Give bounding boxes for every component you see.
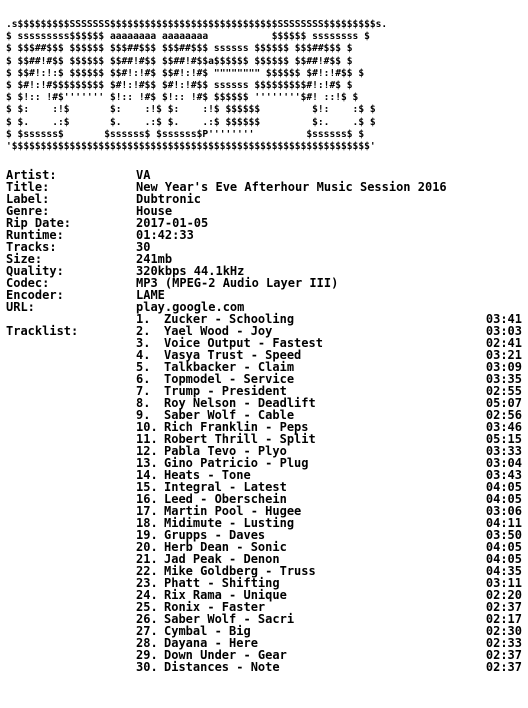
track-number: 23. [136, 576, 158, 590]
track-number: 2. [136, 324, 151, 338]
track-duration: 03:41 [485, 312, 522, 326]
banner-line: $ $ssssss$ $ssssss$ $ssssss$P'''''''' $ssssss$ $ [6, 128, 365, 140]
track-title: Jad Peak - Denon [164, 552, 280, 566]
info-label: Size: [6, 252, 43, 266]
info-value: 01:42:33 [136, 228, 194, 242]
track-title: Heats - Tone [164, 468, 251, 482]
track-number: 19. [136, 528, 158, 542]
ascii-art-banner [6, 19, 528, 153]
track-number: 3. [136, 336, 151, 350]
track-number: 4. [136, 348, 151, 362]
banner-line: $ $. .:$ $. .:$ $. .:$ $$$$$$ $:. .$ $ [6, 116, 376, 128]
banner-line: $ sssssssss$$$$$$ aaaaaaaa aaaaaaaa $$$$$$ ssssssss $ [6, 31, 370, 43]
track-number: 18. [136, 516, 158, 530]
banner-line: $ $$$##$$$ $$$$$$ $$$##$$$ $$$##$$$ ssssss $$$$$$ $$$##$$$ $ [6, 43, 353, 55]
track-title: Saber Wolf - Sacri [164, 612, 295, 626]
tracklist-label: Tracklist: [6, 324, 79, 338]
track-duration: 03:09 [485, 360, 522, 374]
track-duration: 02:37 [485, 600, 522, 614]
info-value: 2017-01-05 [136, 216, 209, 230]
info-label: Label: [6, 192, 50, 206]
info-value: MP3 (MPEG-2 Audio Layer III) [136, 276, 339, 290]
track-title: Pabla Tevo - Plyo [164, 444, 287, 458]
track-duration: 03:50 [485, 528, 522, 542]
track-duration: 02:37 [485, 648, 522, 662]
track-number: 13. [136, 456, 158, 470]
track-duration: 03:03 [485, 324, 522, 338]
track-title: Mike Goldberg - Truss [164, 564, 316, 578]
track-title: Leed - Oberschein [164, 492, 287, 506]
banner-line: $ $$#!:!:$ $$$$$$ $$#!:!#$ $$#!:!#$ """""""" $$$$$$ $#!:!#$$ $ [6, 67, 365, 79]
track-number: 9. [136, 408, 151, 422]
track-duration: 05:07 [485, 396, 522, 410]
track-number: 26. [136, 612, 158, 626]
info-label: Encoder: [6, 288, 64, 302]
track-duration: 03:06 [485, 504, 522, 518]
track-number: 8. [136, 396, 151, 410]
info-label: Title: [6, 180, 50, 194]
track-duration: 02:41 [485, 336, 522, 350]
track-duration: 02:30 [485, 624, 522, 638]
track-duration: 02:17 [485, 612, 522, 626]
info-value: 30 [136, 240, 151, 254]
track-number: 27. [136, 624, 158, 638]
info-value: House [136, 204, 173, 218]
track-title: Integral - Latest [164, 480, 287, 494]
track-title: Cymbal - Big [164, 624, 251, 638]
track-duration: 02:55 [485, 384, 522, 398]
track-title: Martin Pool - Hugee [164, 504, 302, 518]
info-label: Artist: [6, 168, 57, 182]
track-title: Saber Wolf - Cable [164, 408, 295, 422]
track-title: Vasya Trust - Speed [164, 348, 302, 362]
track-number: 15. [136, 480, 158, 494]
track-number: 10. [136, 420, 158, 434]
track-duration: 02:20 [485, 588, 522, 602]
nfo-document [6, 0, 528, 708]
track-title: Herb Dean - Sonic [164, 540, 287, 554]
track-duration: 02:33 [485, 636, 522, 650]
track-number: 12. [136, 444, 158, 458]
banner-line: $ $#!:!#$$$$$$$$$ $#!:!#$$ $#!:!#$$ ssssss $$$$$$$$$#!:!#$ $ [6, 79, 353, 91]
info-label: Genre: [6, 204, 50, 218]
track-title: Yael Wood - Joy [164, 324, 273, 338]
info-value: LAME [136, 288, 165, 302]
track-duration: 02:56 [485, 408, 522, 422]
track-duration: 04:05 [485, 552, 522, 566]
track-number: 7. [136, 384, 151, 398]
track-number: 29. [136, 648, 158, 662]
track-title: Topmodel - Service [164, 372, 295, 386]
track-duration: 03:35 [485, 372, 522, 386]
track-title: Gino Patricio - Plug [164, 456, 309, 470]
track-duration: 04:05 [485, 540, 522, 554]
track-duration: 03:11 [485, 576, 522, 590]
track-duration: 04:05 [485, 492, 522, 506]
track-duration: 05:15 [485, 432, 522, 446]
track-number: 14. [136, 468, 158, 482]
info-value: 241mb [136, 252, 173, 266]
track-number: 24. [136, 588, 158, 602]
track-duration: 03:04 [485, 456, 522, 470]
track-title: Midimute - Lusting [164, 516, 295, 530]
track-number: 16. [136, 492, 158, 506]
banner-line: $ $!:: !#$''''''' $!:: !#$ $!:: !#$ $$$$$$ ''''''''$#! ::!$ $ [6, 92, 359, 104]
track-row [136, 661, 522, 673]
info-label: Rip Date: [6, 216, 72, 230]
banner-line: .s$$$$$$$$$SSSSSSS$$$$$$$$$$$$$$$$$$$$$$$$$$$$$SSSSSSSS$$$$$$$$$s. [6, 19, 388, 30]
track-duration: 04:05 [485, 480, 522, 494]
track-number: 28. [136, 636, 158, 650]
track-duration: 04:11 [485, 516, 522, 530]
track-title: Trump - President [164, 384, 287, 398]
info-label: Runtime: [6, 228, 64, 242]
track-title: Grupps - Daves [164, 528, 266, 542]
info-value[interactable]: play.google.com [136, 300, 245, 314]
banner-line: '$$$$$$$$$$$$$$$$$$$$$$$$$$$$$$$$$$$$$$$$$$$$$$$$$$$$$$$$$$$$$$' [6, 140, 376, 152]
track-number: 1. [136, 312, 151, 326]
track-duration: 02:37 [485, 660, 522, 674]
track-title: Down Under - Gear [164, 648, 287, 662]
track-duration: 03:33 [485, 444, 522, 458]
track-duration: 04:35 [485, 564, 522, 578]
track-title: Roy Nelson - Deadlift [164, 396, 316, 410]
info-value: New Year's Eve Afterhour Music Session 2016 [136, 180, 447, 194]
track-title: Robert Thrill - Split [164, 432, 316, 446]
track-number: 11. [136, 432, 158, 446]
info-label: Codec: [6, 276, 50, 290]
track-title: Voice Output - Fastest [164, 336, 323, 350]
info-label: URL: [6, 300, 35, 314]
track-title: Zucker - Schooling [164, 312, 295, 326]
track-number: 25. [136, 600, 158, 614]
track-title: Talkbacker - Claim [164, 360, 295, 374]
track-number: 6. [136, 372, 151, 386]
track-title: Ronix - Faster [164, 600, 266, 614]
track-duration: 03:43 [485, 468, 522, 482]
track-number: 30. [136, 660, 158, 674]
track-number: 5. [136, 360, 151, 374]
info-label: Tracks: [6, 240, 57, 254]
banner-line: $ $$##!#$$ $$$$$$ $$##!#$$ $$##!#$$a$$$$$$ $$$$$$ $$##!#$$ $ [6, 55, 353, 67]
tracklist-label-row [6, 313, 79, 338]
track-number: 20. [136, 540, 158, 554]
info-value: 320kbps 44.1kHz [136, 264, 245, 278]
track-number: 22. [136, 564, 158, 578]
info-value: VA [136, 168, 151, 182]
banner-line: $ $: :!$ $: :!$ $: :!$ $$$$$$ $!: :$ $ [6, 104, 376, 116]
track-number: 21. [136, 552, 158, 566]
track-title: Rix Rama - Unique [164, 588, 287, 602]
track-title: Dayana - Here [164, 636, 258, 650]
track-title: Rich Franklin - Peps [164, 420, 309, 434]
track-duration: 03:21 [485, 348, 522, 362]
track-title: Phatt - Shifting [164, 576, 280, 590]
track-title: Distances - Note [164, 660, 280, 674]
info-label: Quality: [6, 264, 64, 278]
track-duration: 03:46 [485, 420, 522, 434]
info-value: Dubtronic [136, 192, 202, 206]
track-number: 17. [136, 504, 158, 518]
